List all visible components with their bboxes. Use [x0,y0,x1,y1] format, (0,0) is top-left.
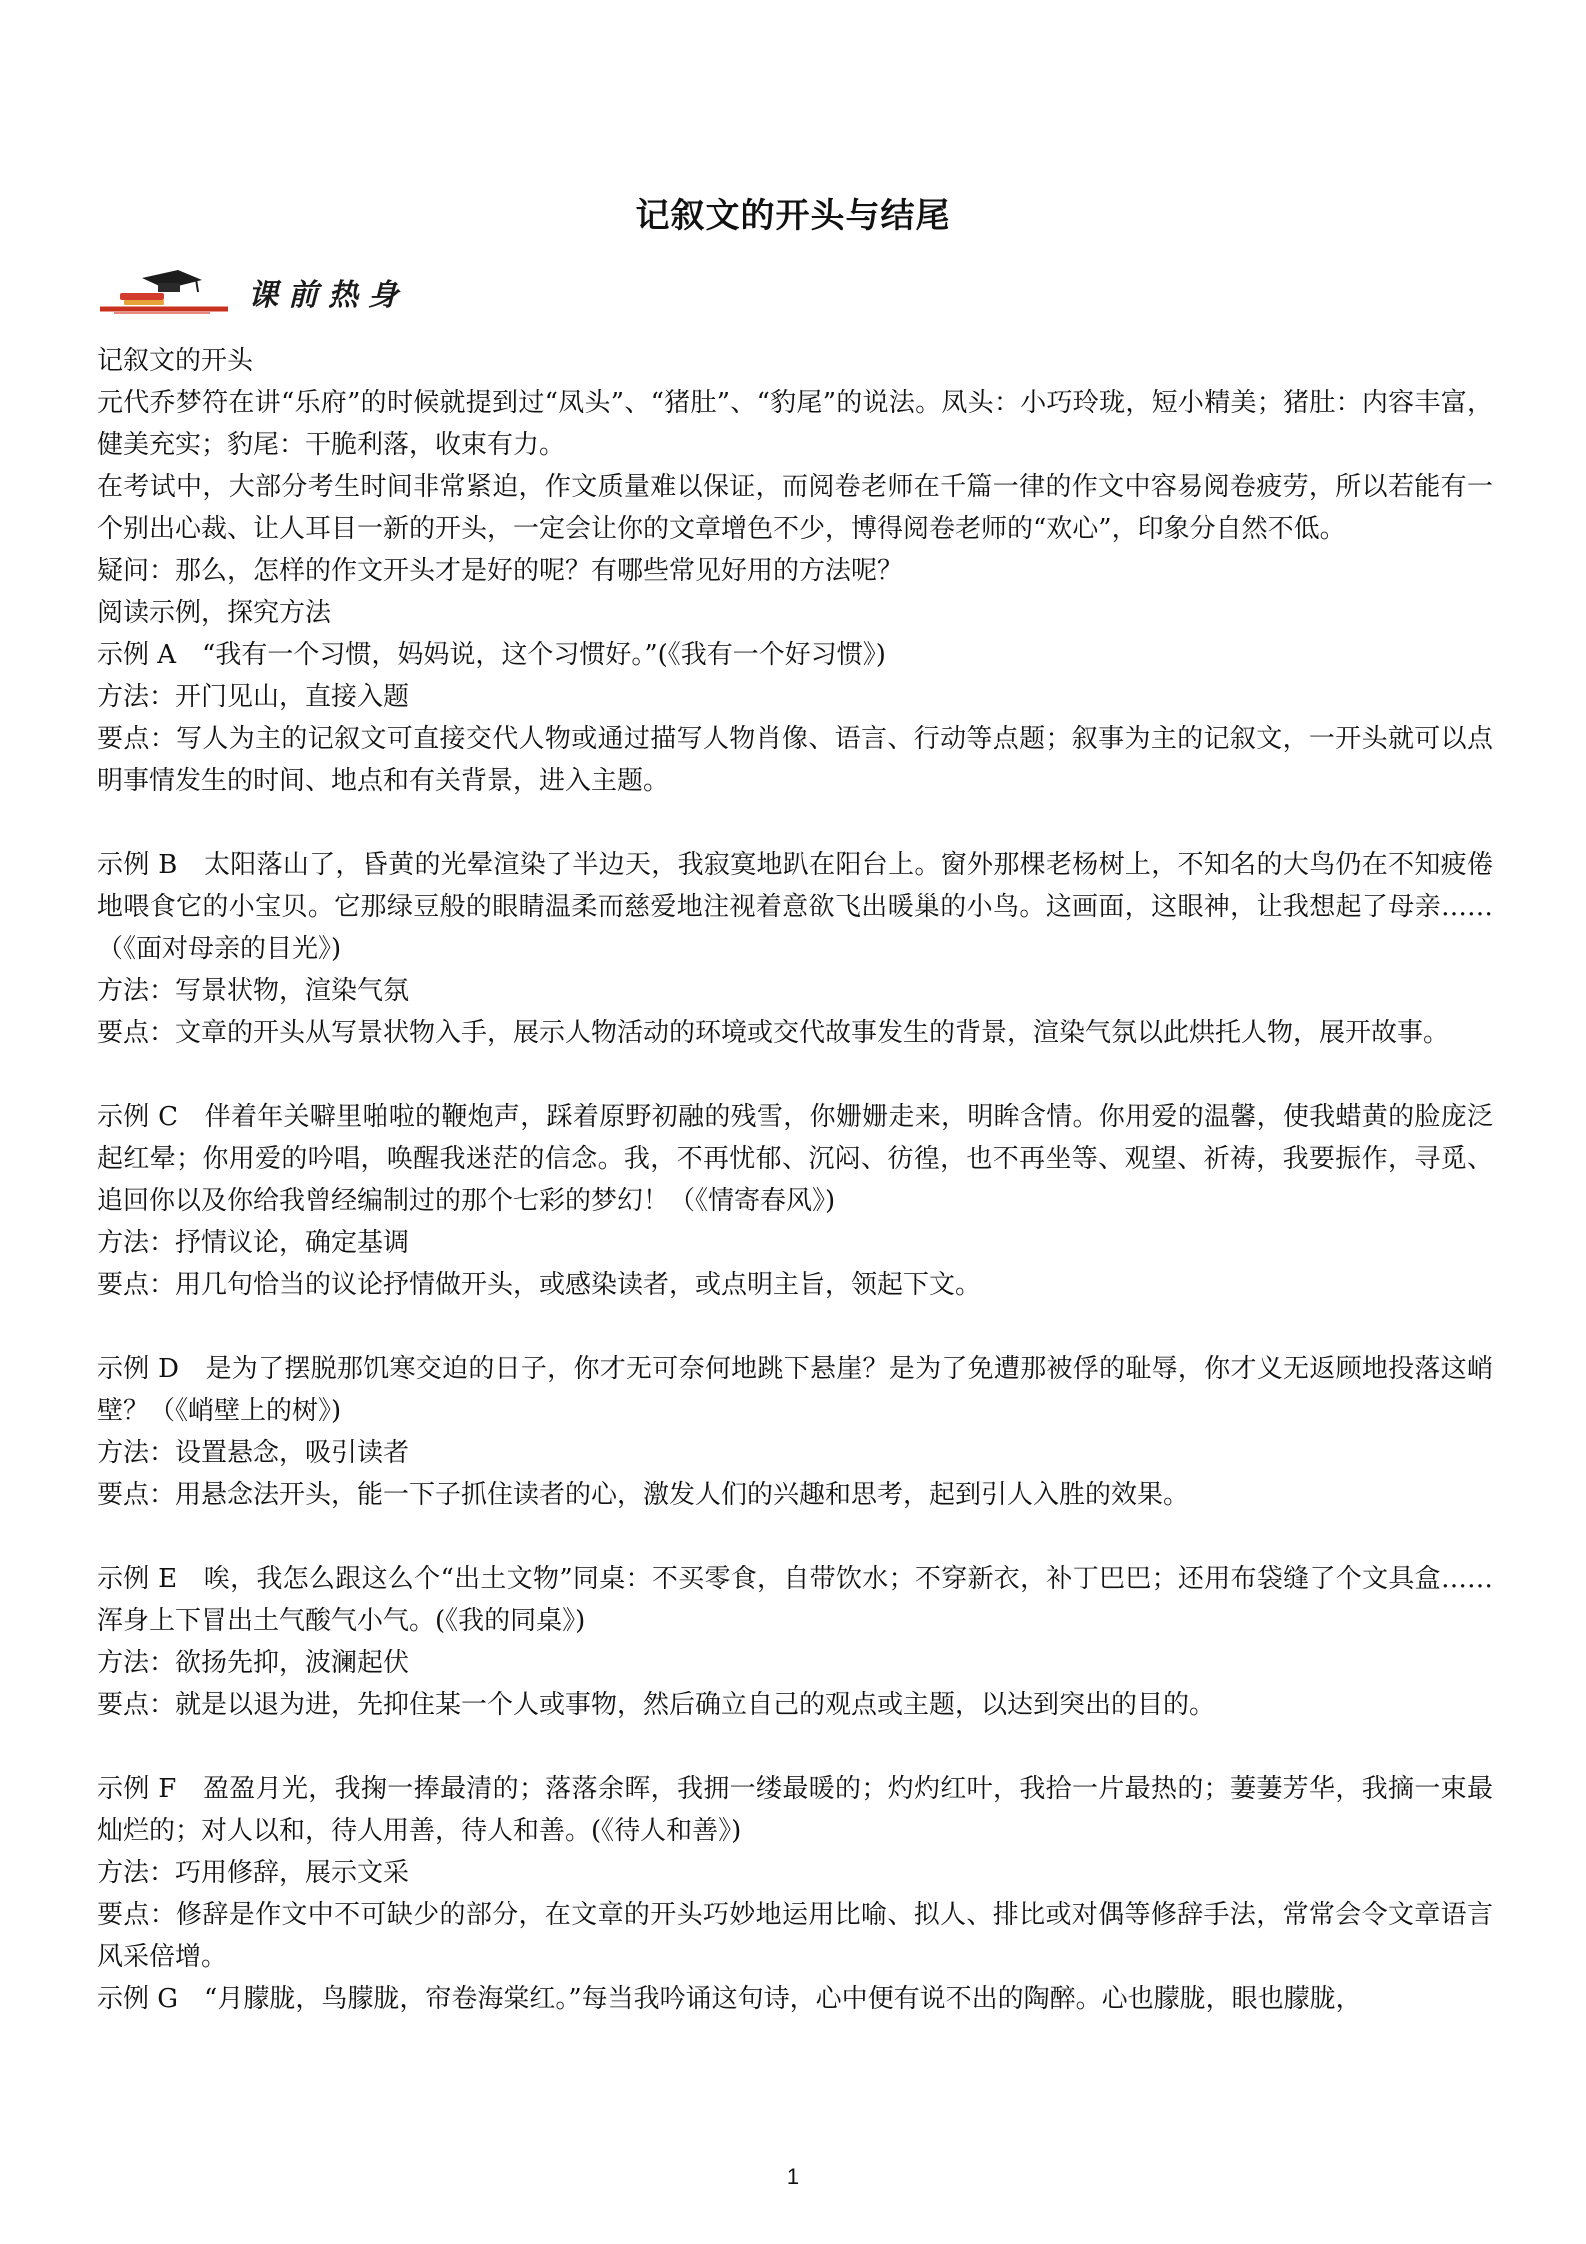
method-d: 方法：设置悬念，吸引读者 [97,1438,410,1468]
method-b: 方法：写景状物，渲染气氛 [97,976,410,1006]
section-banner [100,268,500,314]
example-g: 示例 G “月朦胧，鸟朦胧，帘卷海棠红。”每当我吟诵这句诗，心中便有说不出的陶醉。心也朦胧，眼也朦胧， [97,1984,1362,2014]
body-text [97,340,1493,2020]
paragraph: 记叙文的开头 [97,346,254,376]
point-e: 要点：就是以退为进，先抑住某一个人或事物，然后确立自己的观点或主题，以达到突出的目的。 [97,1690,1216,1720]
point-c: 要点：用几句恰当的议论抒情做开头，或感染读者，或点明主旨，领起下文。 [97,1270,982,1300]
example-c: 示例 C 伴着年关噼里啪啦的鞭炮声，踩着原野初融的残雪，你姗姗走来，明眸含情。你用爱的温馨，使我蜡黄的脸庞泛起红晕；你用爱的吟唱，唤醒我迷茫的信念。我，不再忧郁、沉闷、彷徨，也不再坐等、观望、祈祷，我要振作，寻觅、追回你以及你给我曾经编制过的那个七彩的梦幻！（《情寄春风》) [97,1102,1493,1216]
graduation-cap-icon [100,268,230,314]
example-e: 示例 E 唉，我怎么跟这么个“出土文物”同桌：不买零食，自带饮水；不穿新衣，补丁巴巴；还用布袋缝了个文具盒……浑身上下冒出土气酸气小气。(《我的同桌》) [97,1564,1493,1636]
point-f: 要点：修辞是作文中不可缺少的部分，在文章的开头巧妙地运用比喻、拟人、排比或对偶等修辞手法，常常会令文章语言风采倍增。 [97,1900,1493,1972]
paragraph: 阅读示例，探究方法 [97,598,332,628]
method-c: 方法：抒情议论，确定基调 [97,1228,410,1258]
example-f: 示例 F 盈盈月光，我掬一捧最清的；落落余晖，我拥一缕最暖的；灼灼红叶，我拾一片最热的；萋萋芳华，我摘一束最灿烂的；对人以和，待人用善，待人和善。(《待人和善》) [97,1774,1493,1846]
point-d: 要点：用悬念法开头，能一下子抓住读者的心，激发人们的兴趣和思考，起到引人入胜的效果。 [97,1480,1190,1510]
point-a: 要点：写人为主的记叙文可直接交代人物或通过描写人物肖像、语言、行动等点题；叙事为主的记叙文，一开头就可以点明事情发生的时间、地点和有关背景，进入主题。 [97,724,1493,796]
example-b: 示例 B 太阳落山了，昏黄的光晕渲染了半边天，我寂寞地趴在阳台上。窗外那棵老杨树上，不知名的大鸟仍在不知疲倦地喂食它的小宝贝。它那绿豆般的眼睛温柔而慈爱地注视着意欲飞出暖巢的小鸟。这画面，这眼神，让我想起了母亲……（《面对母亲的目光》) [97,850,1493,964]
method-e: 方法：欲扬先抑，波澜起伏 [97,1648,410,1678]
page-number: 1 [786,2164,800,2189]
example-d: 示例 D 是为了摆脱那饥寒交迫的日子，你才无可奈何地跳下悬崖？是为了免遭那被俘的耻辱，你才义无返顾地投落这峭壁？（《峭壁上的树》) [97,1354,1493,1426]
point-b: 要点：文章的开头从写景状物入手，展示人物活动的环境或交代故事发生的背景，渲染气氛以此烘托人物，展开故事。 [97,1018,1450,1048]
banner-label: 课前热身 [248,278,408,313]
paragraph: 疑问：那么，怎样的作文开头才是好的呢？有哪些常见好用的方法呢？ [97,556,904,586]
page-title: 记叙文的开头与结尾 [635,196,951,236]
example-a: 示例 A “我有一个习惯，妈妈说，这个习惯好。”(《我有一个好习惯》) [97,640,886,670]
paragraph: 在考试中，大部分考生时间非常紧迫，作文质量难以保证，而阅卷老师在千篇一律的作文中容易阅卷疲劳，所以若能有一个别出心裁、让人耳目一新的开头，一定会让你的文章增色不少，博得阅卷老师的“欢心”，印象分自然不低。 [97,472,1493,544]
paragraph: 元代乔梦符在讲“乐府”的时候就提到过“凤头”、“猪肚”、“豹尾”的说法。凤头：小巧玲珑，短小精美；猪肚：内容丰富，健美充实；豹尾：干脆利落，收束有力。 [97,388,1493,460]
method-a: 方法：开门见山，直接入题 [97,682,410,712]
method-f: 方法：巧用修辞，展示文采 [97,1858,410,1888]
